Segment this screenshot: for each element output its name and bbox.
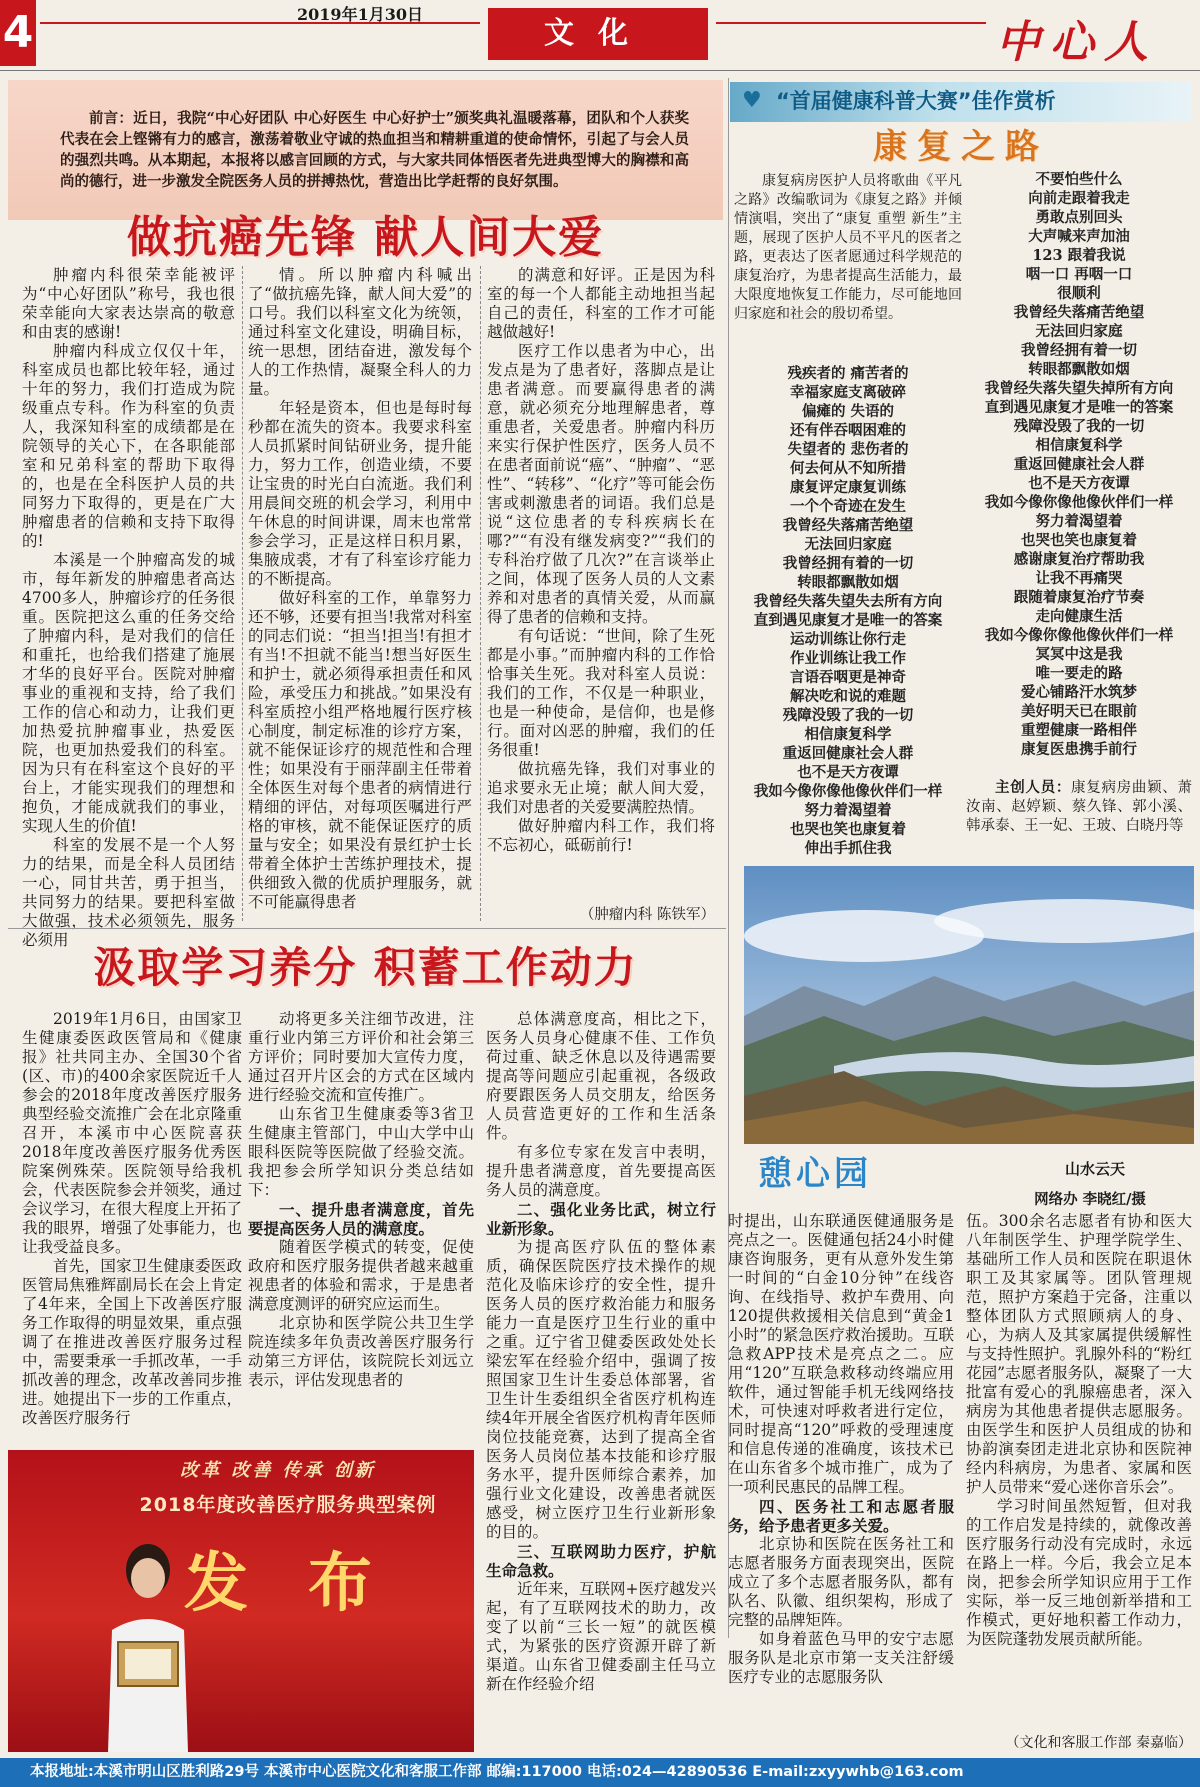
article2-title: 汲取学习养分 积蓄工作动力 — [93, 943, 638, 992]
person-with-certificate — [78, 1530, 218, 1752]
paragraph: 的满意和好评。正是因为科室的每一个人都能主动地担当起自己的责任，科室的工作才可能越做越好! — [487, 266, 715, 341]
poem-line: 也不是天方夜谭 — [1028, 475, 1130, 492]
poem-line: 还有伴吞咽困难的 — [790, 422, 906, 439]
poem-line: 相信康复科学 — [1035, 437, 1123, 454]
photo-caption-credit: 网络办 李晓红/摄 — [1034, 1191, 1146, 1208]
sidebar-title: 康复之路 — [873, 127, 1049, 167]
paragraph: 有句话说：“世间，除了生死都是小事。”而肿瘤内科的工作恰恰事关生死。我对科室人员说：我们的工作，不仅是一种职业，也是一种使命，是信仰，也是修行。面对凶恶的肿瘤，我们的任务很重! — [487, 627, 715, 759]
paragraph: 随着医学模式的转变，促使政府和医疗服务提供者越来越重视患者的体验和需求，于是患者满意度测评的研究应运而生。 — [248, 1238, 474, 1313]
poem-line: 也哭也笑也康复着 — [1021, 532, 1137, 549]
article1-col1 — [22, 266, 235, 949]
poem-line: 大声喊来声加油 — [1028, 228, 1130, 245]
article-separator — [8, 928, 726, 929]
poem-line: 无法回归家庭 — [1035, 323, 1123, 340]
paragraph: 学习时间虽然短暂，但对我的工作启发是持续的，就像改善医疗服务行动没有完成时，永远在路上一样。今后，我会立足本岗，把参会所学知识应用于工作实际，举一反三地创新举措和工作模式，更好地积蓄工作动力，为医院蓬勃发展贡献所能。 — [966, 1497, 1192, 1648]
sidebar-banner-text: “首届健康科普大赛”佳作赏析 — [776, 89, 1056, 113]
paragraph: 科室的发展不是一个人努力的结果，而是全科人员团结一心，同甘共苦，勇于担当，共同努力的结果。要把科室做大做强，技术必须领先，服务必须用 — [22, 836, 235, 949]
masthead-right-rule — [716, 22, 986, 24]
footer-bar — [0, 1758, 1200, 1787]
poem-line: 咽一口 再咽一口 — [1025, 266, 1133, 283]
poem-line: 失望者的 悲伤者的 — [787, 441, 909, 458]
column-divider — [242, 266, 243, 921]
poem-right — [964, 170, 1194, 759]
landscape-illustration — [744, 866, 1194, 1144]
paragraph: 年轻是资本，但也是每时每秒都在流失的资本。我要求科室人员抓紧时间钻研业务，提升能力，努力工作，创造业绩，不要让宝贵的时光白白流逝。我们利用晨间交班的机会学习，利用中午休息的时间讲课，周末也常常参会学习，正是这样日积月累，集腋成裘，才有了科室诊疗能力的不断提高。 — [248, 399, 472, 588]
poem-line: 运动训练让你行走 — [790, 631, 906, 648]
masthead — [0, 0, 1200, 78]
award-photo — [8, 1450, 474, 1752]
poem-line: 我曾经失落痛苦绝望 — [782, 517, 914, 534]
sidebar-credits — [966, 778, 1192, 836]
poem-line: 直到遇见康复才是唯一的答案 — [984, 399, 1174, 416]
sidebar-intro-text: 康复病房医护人员将歌曲《平凡之路》改编歌词为《康复之路》并倾情演唱，突出了“康复 重塑 新生”主题，展现了医护人员不平凡的医者之路，更表达了医者愿通过科学规范的康复治疗，为患者提高生活能力，最大限度地恢复工作能力，尽可能地回归家庭和社会的殷切希望。 — [734, 173, 962, 322]
paragraph: 北京协和医院在医务社工和志愿者服务方面表现突出，医院成立了多个志愿者服务队，都有队名、队徽、组织架构，形成了完整的品牌矩阵。 — [728, 1535, 954, 1629]
column-divider — [480, 266, 481, 921]
poem-line: 勇敢点别回头 — [1035, 209, 1123, 226]
preface-text — [60, 108, 689, 192]
paragraph: 伍。300余名志愿者有协和医大八年制医学生、护理学院学生、基础所工作人员和医院在职退休职工及其家属等。团队管理规范，照护方案趋于完备，注重以整体团队方式照顾病人的身、心，为病人及其家属提供缓解性与支持性照护。乳腺外科的“粉红花园”志愿者服务队，凝聚了一大批富有爱心的乳腺癌患者，深入病房为其他患者提供志愿服务。由医学生和医护人员组成的协和协韵演奏团走进北京协和医院神经内科病房，为患者、家属和医护人员带来“爱心迷你音乐会”。 — [966, 1212, 1192, 1496]
preface-block — [8, 80, 723, 220]
photo-column-title: 憩心园 — [758, 1154, 872, 1194]
poem-line: 我曾经失落失望失去所有方向 — [753, 593, 943, 610]
poem-line: 相信康复科学 — [804, 726, 892, 743]
poem-line: 无法回归家庭 — [804, 536, 892, 553]
subheading: 三、互联网助力医疗，护航生命急救。 — [486, 1542, 716, 1580]
paragraph: 医疗工作以患者为中心，出发点是为了患者好，落脚点是让患者满意。而要赢得患者的满意，就必须充分地理解患者，尊重患者，关爱患者。肿瘤内科历来实行保护性医疗，医务人员不在患者面前说“癌”、“肿瘤”、“恶性”、“转移”、“化疗”等可能会伤害或刺激患者的词语。我们总是说“这位患者的专科疾病长在哪?”“有没有继发病变?”“我们的专科治疗做了几次?”在言谈举止之间，体现了医务人员的人文素养和对患者的真情关爱，从而赢得了患者的信赖和支持。 — [487, 342, 715, 626]
award-big-word: 发布 — [184, 1547, 432, 1621]
poem-line: 言语吞咽更是神奇 — [790, 669, 906, 686]
paragraph: 做好肿瘤内科工作，我们将不忘初心，砥砺前行! — [487, 817, 715, 854]
poem-line: 很顺利 — [1057, 285, 1101, 302]
poem-line: 冥冥中这是我 — [1035, 646, 1123, 663]
poem-line: 我如今像你像他像伙伴们一样 — [984, 494, 1174, 511]
poem-left — [734, 364, 962, 858]
poem-line: 也不是天方夜谭 — [797, 764, 899, 781]
paragraph: 有多位专家在发言中表明，提升患者满意度，首先要提高医务人员的满意度。 — [486, 1143, 716, 1199]
poem-line: 重返回健康社会人群 — [782, 745, 914, 762]
section-label: 文化 — [488, 8, 708, 60]
poem-line: 幸福家庭支离破碎 — [790, 384, 906, 401]
paragraph: 肿瘤内科成立仅仅十年，科室成员也都比较年轻，通过十年的努力，我们打造成为院级重点专科。作为科室的负责人，我深知科室的成绩都是在院领导的关心下，在各职能部室和兄弟科室的帮助下取得的，也是在全科医护人员的共同努力下取得的，更是在广大肿瘤患者的信赖和支持下取得的! — [22, 342, 235, 550]
article2-col4 — [728, 1212, 954, 1752]
poem-line: 重返回健康社会人群 — [1013, 456, 1145, 473]
masthead-bottom-rule — [0, 70, 1200, 71]
poem-line: 我如今像你像他像伙伴们一样 — [753, 783, 943, 800]
paragraph: 情。所以肿瘤内科喊出了“做抗癌先锋，献人间大爱”的口号。我们以科室文化为统领，通过科室文化建设，明确目标，统一思想，团结奋进，激发每个人的工作热情，凝聚全科人的力量。 — [248, 266, 472, 398]
poem-line: 我曾经拥有着的一切 — [782, 555, 914, 572]
poem-line: 康复医患携手前行 — [1021, 741, 1137, 758]
poem-line: 残障没毁了我的一切 — [782, 707, 914, 724]
poem-line: 我曾经失落失望失掉所有方向 — [984, 380, 1174, 397]
subheading: 二、强化业务比武，树立行业新形象。 — [486, 1200, 716, 1238]
preface-body: 近日，我院“中心好团队 中心好医生 中心好护士”颁奖典礼温暖落幕，团队和个人获奖代表在会上铿锵有力的感言，激荡着敬业守诚的热血担当和精耕重道的使命情怀，引起了与会人员的强烈共鸣。从本期起，本报将以感言回顾的方式，与大家共同体悟医者先进典型博大的胸襟和高尚的德行，进一步激发全院医务人员的拼搏热忱，营造出比学赶帮的良好氛围。 — [60, 110, 690, 190]
sidebar-banner — [730, 82, 1192, 122]
paragraph: 2019年1月6日，由国家卫生健康委医政医管局和《健康报》社共同主办、全国30个省(区、市)的400余家医院近千人参会的2018年度改善医疗服务典型经验交流推广会在北京隆重召开，本溪市中心医院喜获2018年度改善医疗服务优秀医院案例殊荣。医院领导给我机会，代表医院参会并领奖，通过会议学习，在很大程度上开拓了我的眼界，增强了处事能力，也让我受益良多。 — [22, 1010, 242, 1256]
banner-heart-icon: ♥ — [742, 88, 762, 113]
poem-line: 解决吃和说的难题 — [790, 688, 906, 705]
poem-line: 不要怕些什么 — [1035, 171, 1123, 188]
paragraph: 时提出，山东联通医健通服务是亮点之一。医健通包括24小时健康咨询服务，更有从意外发生第一时间的“白金10分钟”在线咨询、在线指导、救护车费用、向120提供救援相关信息到“黄金1小时”的紧急医疗救治援助。互联急救APP技术是亮点之二。应用“120”互联急救移动终端应用软件，通过智能手机无线网络技术，可快速对呼救者进行定位，同时提高“120”呼救的受理速度和信息传递的准确度，该技术已在山东省多个城市推广，成为了一项利民惠民的品牌工程。 — [728, 1212, 954, 1496]
article2-col2 — [248, 1010, 474, 1442]
poem-line: 123 跟着我说 — [1032, 247, 1126, 264]
photo-caption-title: 山水云天 — [1064, 1160, 1125, 1178]
poem-line: 重塑健康一路相伴 — [1021, 722, 1137, 739]
article1-title: 做抗癌先锋 献人间大爱 — [126, 212, 605, 263]
paragraph: 本溪是一个肿瘤高发的城市，每年新发的肿瘤患者高达4700多人，肿瘤诊疗的任务很重。医院把这么重的任务交给了肿瘤内科，是对我们的信任和重托，也给我们搭建了施展才华的良好平台。医院对肿瘤事业的重视和支持，给了我们工作的信心和动力，让我们更加热爱抗肿瘤事业，热爱医院，也更加热爱我们的科室。因为只有在科室这个良好的平台上，才能实现我们的理想和抱负，才能成就我们的事业，实现人生的价值! — [22, 551, 235, 835]
sidebar-intro — [734, 172, 962, 347]
article1-col3 — [487, 266, 715, 906]
poem-line: 努力着渴望着 — [1035, 513, 1123, 530]
poem-line: 让我不再痛哭 — [1035, 570, 1123, 587]
poem-line: 一个个奇迹在发生 — [790, 498, 906, 515]
poem-line: 唯一要走的路 — [1035, 665, 1123, 682]
paragraph: 做抗癌先锋，我们对事业的追求要永无止境；献人间大爱，我们对患者的关爱要满腔热情。 — [487, 760, 715, 816]
masthead-date: 2019年1月30日 — [297, 5, 423, 24]
poem-line: 伸出手抓住我 — [804, 840, 892, 857]
article2-signature: （文化和客服工作部 秦嘉临） — [1005, 1735, 1192, 1751]
poem-line: 康复评定康复训练 — [790, 479, 906, 496]
footer-text: 本报地址:本溪市明山区胜利路29号 本溪市中心医院文化和客服工作部 邮编:117000 电话:024—42890536 E-mail:zxyywhb@163.com — [30, 1764, 964, 1780]
paragraph: 如身着蓝色马甲的安宁志愿服务队是北京市第一支关注舒缓医疗专业的志愿服务队 — [728, 1630, 954, 1686]
poem-line: 我曾经失落痛苦绝望 — [1013, 304, 1145, 321]
poem-line: 感谢康复治疗帮助我 — [1013, 551, 1145, 568]
poem-line: 向前走跟着我走 — [1028, 190, 1130, 207]
paragraph: 山东省卫生健康委等3省卫生健康主管部门，中山大学中山眼科医院等医院做了经验交流。我把参会所学知识分类总结如下： — [248, 1105, 474, 1199]
paragraph: 总体满意度高，相比之下，医务人员身心健康不佳、工作负荷过重、缺乏休息以及待遇需要提高等问题应引起重视，各级政府要跟医务人员交朋友，给医务人员营造更好的工作和生活条件。 — [486, 1010, 716, 1142]
article1-signature: （肿瘤内科 陈铁军） — [579, 907, 715, 923]
poem-line: 我曾经拥有着一切 — [1021, 342, 1137, 359]
poem-line: 作业训练让我工作 — [790, 650, 906, 667]
page-number: 4 — [0, 0, 36, 66]
poem-line: 爱心铺路汗水筑梦 — [1021, 684, 1137, 701]
award-top-banner: 改革 改善 传承 创新 — [180, 1460, 376, 1481]
poem-line: 转眼都飘散如烟 — [797, 574, 899, 591]
preface-label: 前言： — [89, 110, 134, 127]
article2-col1 — [22, 1010, 242, 1442]
poem-line: 努力着渴望着 — [804, 802, 892, 819]
paragraph: 首先，国家卫生健康委医政医管局焦雅辉副局长在会上肯定了4年来，全国上下改善医疗服务工作取得的明显效果，重点强调了在推进改善医疗服务过程中，需要秉承一手抓改革，一手抓改善的理念，改革改善同步推进。她提出下一步的工作重点，改善医疗服务行 — [22, 1257, 242, 1427]
poem-line: 也哭也笑也康复着 — [790, 821, 906, 838]
paragraph: 肿瘤内科很荣幸能被评为“中心好团队”称号，我也很荣幸能向大家表达崇高的敬意和由衷的感谢! — [22, 266, 235, 341]
paragraph: 为提高医疗队伍的整体素质，确保医院医疗技术操作的规范化及临床诊疗的安全性，提升医务人员的医疗救治能力和服务能力一直是医疗卫生行业的重中之重。辽宁省卫健委医政处处长梁宏军在经验介绍中，强调了按照国家卫生计生委总体部署，省卫生计生委组织全省医疗机构连续4年开展全省医疗机构青年医师岗位技能竞赛，达到了提高全省医务人员岗位基本技能和诊疗服务水平，提升医师综合素养，加强行业文化建设，改善患者就医感受，树立医疗卫生行业新形象的目的。 — [486, 1238, 716, 1541]
credits-text: 康复病房曲颖、萧汝南、赵婷颖、蔡久锋、郭小溪、韩承泰、王一妃、王玻、白晓丹等 — [966, 780, 1193, 834]
credits-label: 主创人员： — [995, 779, 1072, 796]
paragraph: 动将更多关注细节改进，注重行业内第三方评价和社会第三方评价；同时要加大宣传力度，通过召开片区会的方式在区域内进行经验交流和宣传推广。 — [248, 1010, 474, 1104]
article2-col5 — [966, 1212, 1192, 1738]
poem-line: 美好明天已在眼前 — [1021, 703, 1137, 720]
poem-line: 残疾者的 痛苦者的 — [787, 365, 909, 382]
paragraph: 近年来，互联网+医疗越发兴起，有了互联网技术的助力，改变了以前“三长一短”的就医模式，为紧张的医疗资源开辟了新渠道。山东省卫健委副主任马立新在作经验介绍 — [486, 1580, 716, 1693]
subheading: 四、医务社工和志愿者服务，给予患者更多关爱。 — [728, 1497, 954, 1535]
paragraph: 做好科室的工作，单靠努力还不够，还要有担当!我常对科室的同志们说：“担当!担当!有担才有当!不担就不能当!想当好医生和护士，就必须得承担责任和风险，承受压力和挑战。”如果没有科室质控小组严格地履行医疗核心制度，制定标准的诊疗方案，就不能保证诊疗的规范性和合理性；如果没有于丽萍副主任带着全体医生对每个患者的病情进行精细的评估，对每项医嘱进行严格的审核，就不能保证医疗的质量与安全；如果没有景红护士长带着全体护士苦练护理技术，提供细致入微的优质护理服务，就不可能赢得患者 — [248, 589, 472, 911]
poem-line: 我如今像你像他像伙伴们一样 — [984, 627, 1174, 644]
poem-line: 跟随着康复治疗节奏 — [1013, 589, 1145, 606]
poem-line: 转眼都飘散如烟 — [1028, 361, 1130, 378]
poem-line: 何去何从不知所措 — [790, 460, 906, 477]
paragraph: 北京协和医学院公共卫生学院连续多年负责改善医疗服务行动第三方评估，该院院长刘远立表示，评估发现患者的 — [248, 1314, 474, 1389]
poem-line: 残障没毁了我的一切 — [1013, 418, 1145, 435]
article2-col3 — [486, 1010, 716, 1752]
paper-logo: 中心人 — [996, 17, 1158, 68]
subheading: 一、提升患者满意度，首先要提高医务人员的满意度。 — [248, 1200, 474, 1238]
award-event: 2018年度改善医疗服务典型案例 — [139, 1494, 437, 1516]
landscape-photo — [744, 866, 1194, 1144]
article1-col2 — [248, 266, 472, 926]
poem-line: 直到遇见康复才是唯一的答案 — [753, 612, 943, 629]
poem-line: 偏瘫的 失语的 — [801, 403, 895, 420]
poem-line: 走向健康生活 — [1035, 608, 1123, 625]
